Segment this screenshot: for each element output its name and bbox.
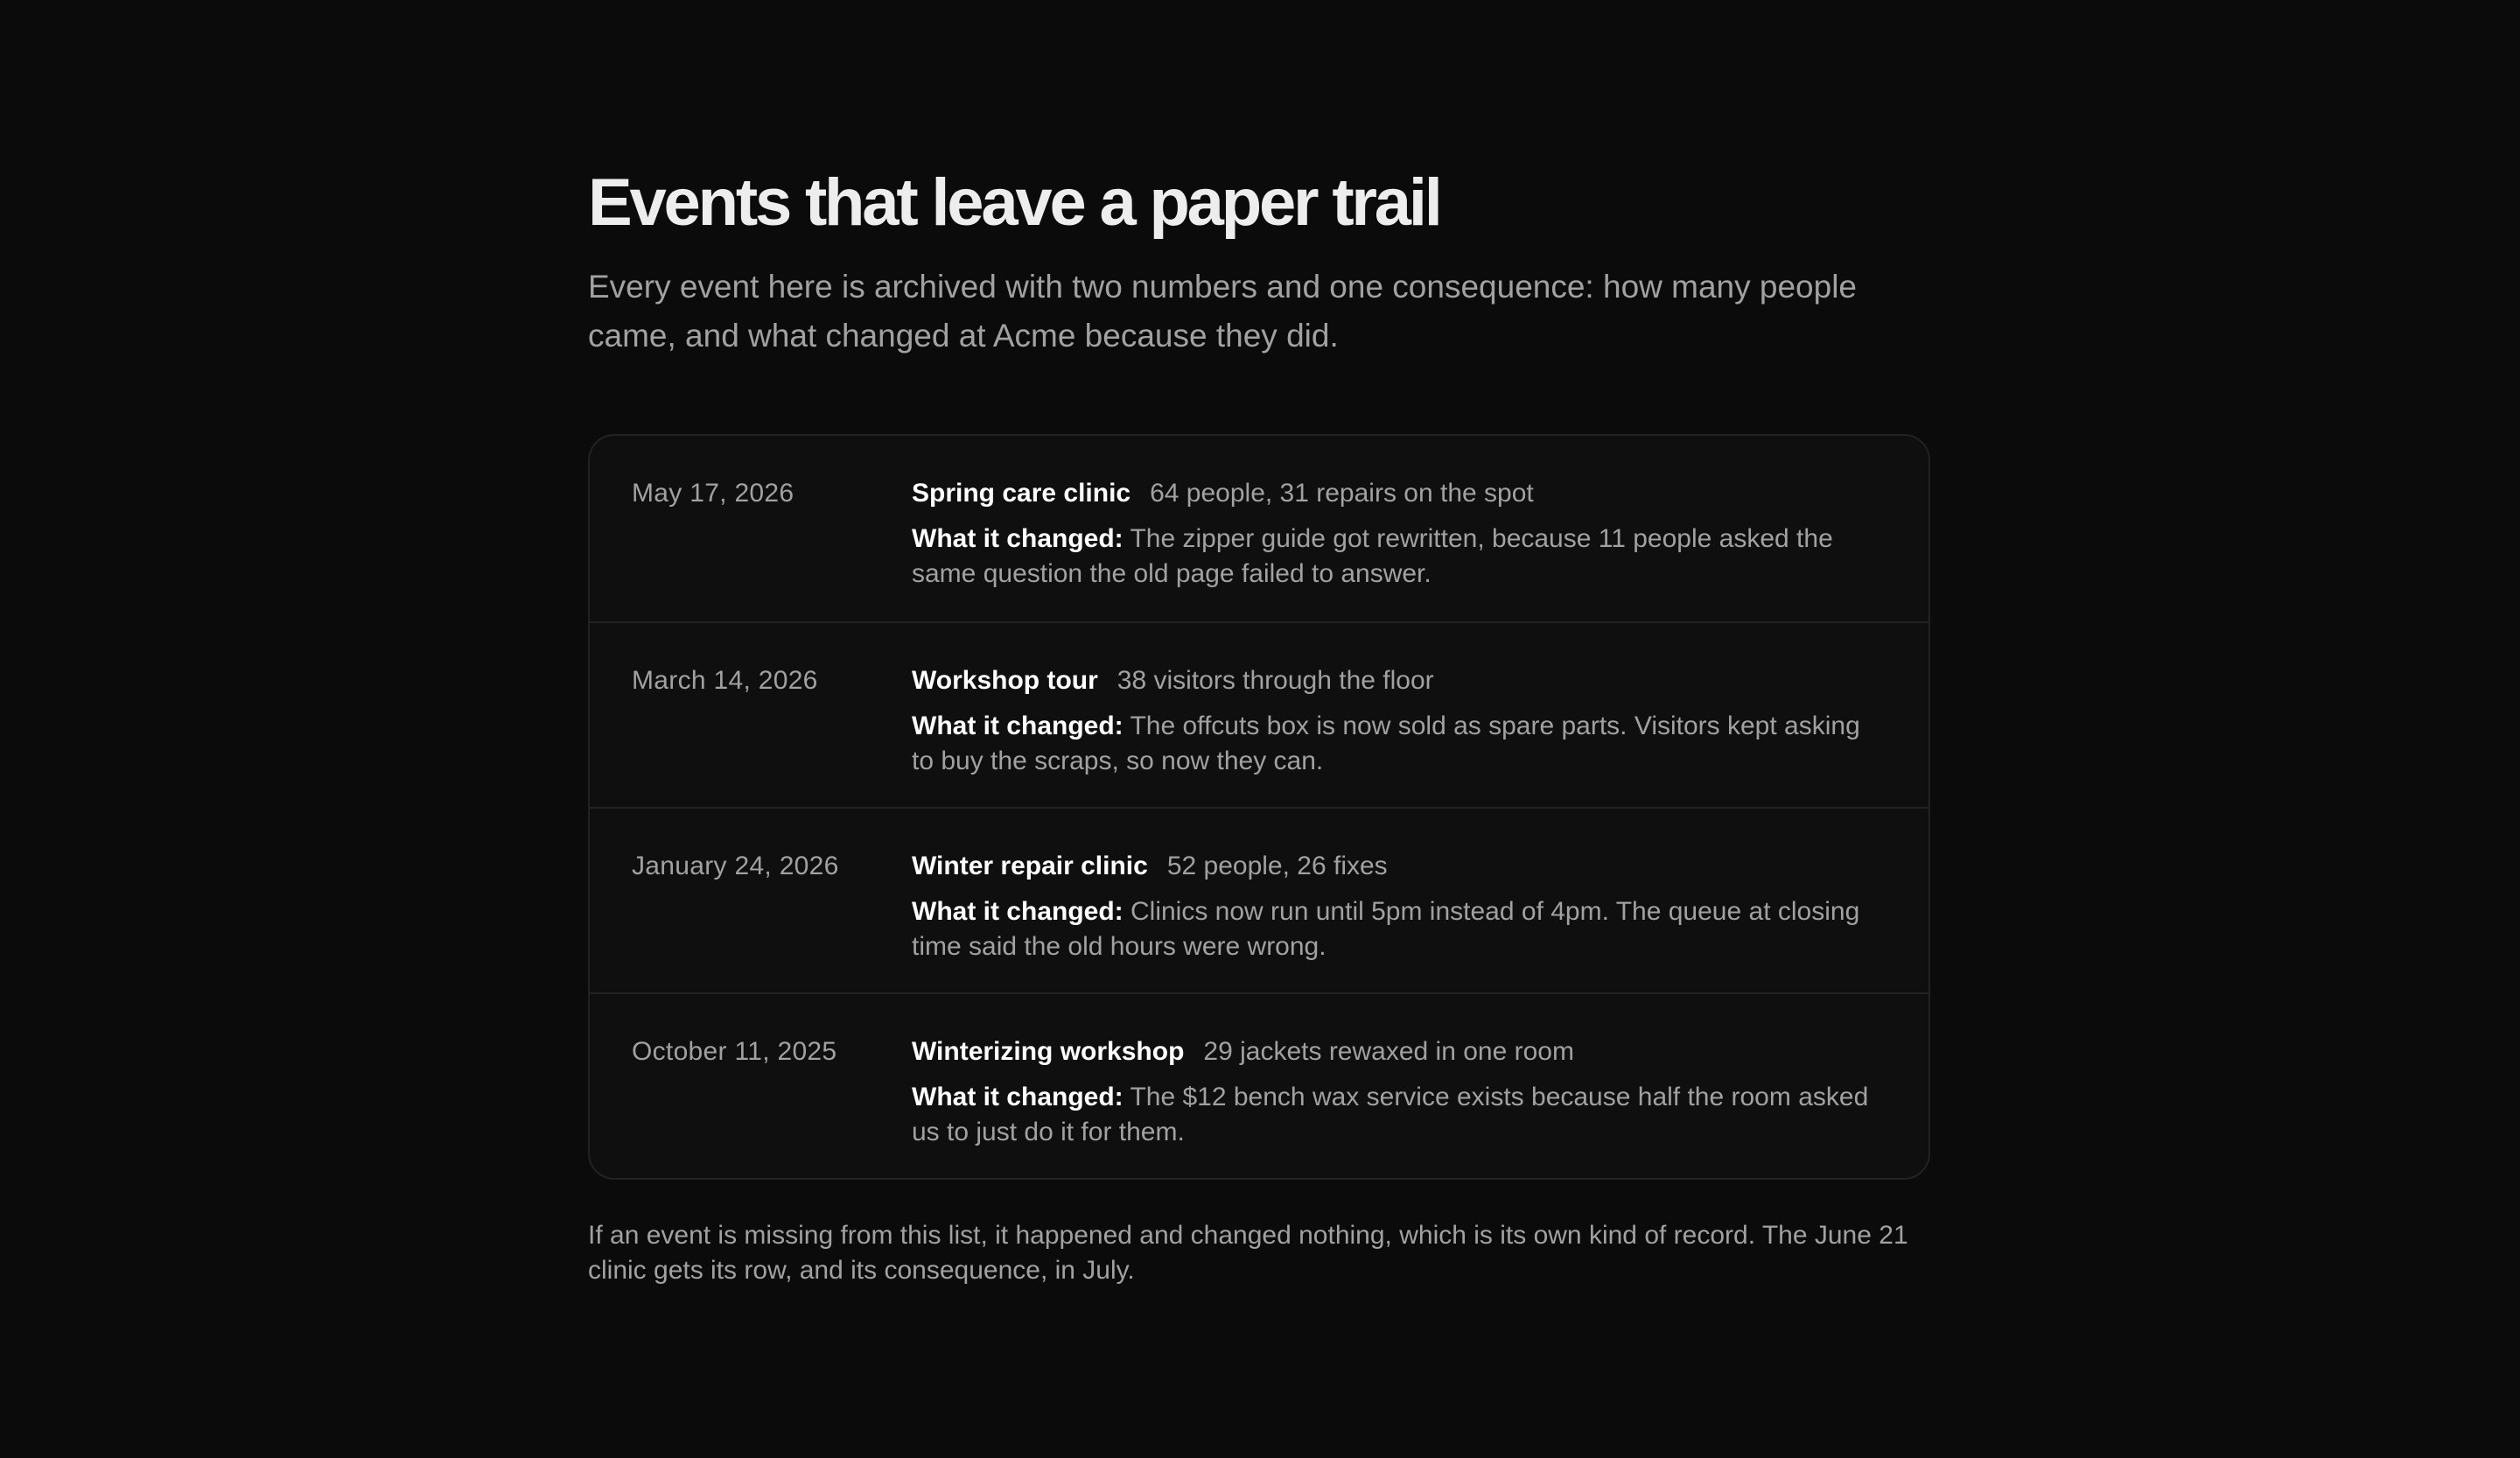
event-head <box>912 476 1886 511</box>
event-change <box>912 522 1886 592</box>
event-body <box>912 476 1886 621</box>
page-title: Events that leave a paper trail <box>588 165 1440 240</box>
event-stat: 38 visitors through the floor <box>1116 666 1434 695</box>
event-head <box>912 849 1886 884</box>
event-date: March 14, 2026 <box>632 666 818 695</box>
event-stat: 29 jackets rewaxed in one room <box>1203 1037 1574 1066</box>
event-name: Spring care clinic <box>912 479 1131 508</box>
change-text: The $12 bench wax service exists because half the room asked us to just do it for them. <box>912 1083 1869 1146</box>
event-head <box>912 663 1886 698</box>
event-name: Winterizing workshop <box>912 1037 1185 1066</box>
event-stat: 64 people, 31 repairs on the spot <box>1150 479 1534 508</box>
event-body <box>912 663 1886 807</box>
change-text: The zipper guide got rewritten, because 11 people asked the same question the old page failed to answer. <box>912 524 1833 588</box>
event-change <box>912 709 1886 779</box>
event-row-winterizing-workshop <box>590 992 1928 1178</box>
event-row-workshop-tour <box>590 621 1928 807</box>
event-row-spring-care-clinic <box>590 436 1928 621</box>
change-label: What it changed: <box>912 524 1124 553</box>
event-body <box>912 849 1886 992</box>
event-date: January 24, 2026 <box>632 852 839 880</box>
change-label: What it changed: <box>912 1083 1124 1111</box>
event-date: May 17, 2026 <box>632 479 794 508</box>
change-label: What it changed: <box>912 897 1124 926</box>
event-head <box>912 1034 1886 1069</box>
events-list <box>588 434 1930 1180</box>
event-change <box>912 894 1886 964</box>
event-name: Winter repair clinic <box>912 852 1148 880</box>
footnote: If an event is missing from this list, it happened and changed nothing, which is its own kind of record. The June 21 clinic gets its row, and its consequence, in July. <box>588 1221 1908 1285</box>
event-date: October 11, 2025 <box>632 1037 837 1066</box>
events-page <box>588 166 1930 1288</box>
event-name: Workshop tour <box>912 666 1098 695</box>
event-body <box>912 1034 1886 1178</box>
change-label: What it changed: <box>912 711 1124 740</box>
change-text: Clinics now run until 5pm instead of 4pm. The queue at closing time said the old hours were wrong. <box>912 897 1860 961</box>
page-subtitle: Every event here is archived with two numbers and one consequence: how many people came, and what changed at Acme because they did. <box>588 269 1858 354</box>
event-row-winter-repair-clinic <box>590 807 1928 992</box>
event-change <box>912 1080 1886 1150</box>
event-stat: 52 people, 26 fixes <box>1166 852 1388 880</box>
change-text: The offcuts box is now sold as spare parts. Visitors kept asking to buy the scraps, so now they can. <box>912 711 1860 775</box>
